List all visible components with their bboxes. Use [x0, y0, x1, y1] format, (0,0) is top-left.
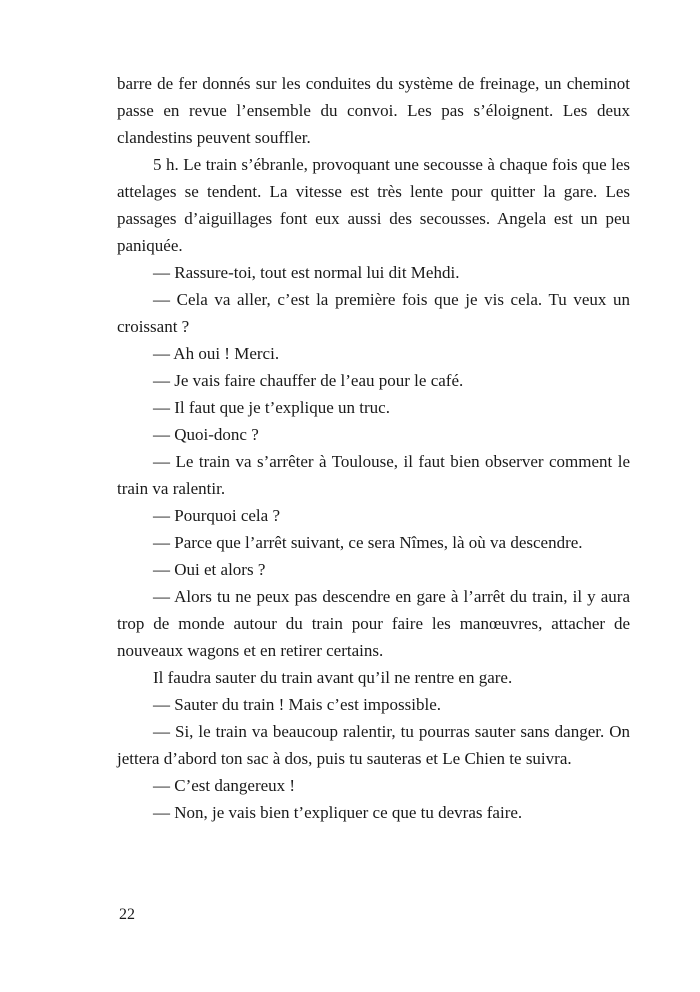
paragraph: — Rassure-toi, tout est normal lui dit Mehdi. — [153, 263, 460, 282]
paragraph: — Cela va aller, c’est la première fois que je vis cela. Tu veux un croissant ? — [117, 290, 630, 336]
paragraph: — Il faut que je t’explique un truc. — [153, 398, 390, 417]
paragraph: — Non, je vais bien t’expliquer ce que tu devras faire. — [153, 803, 523, 822]
paragraph: — Pourquoi cela ? — [153, 506, 280, 525]
paragraph: — Oui et alors ? — [153, 560, 266, 579]
page-number: 22 — [119, 906, 135, 923]
paragraph: — Ah oui ! Merci. — [153, 344, 280, 363]
text-block — [117, 70, 630, 826]
paragraph: — Je vais faire chauffer de l’eau pour le café. — [153, 371, 464, 390]
paragraph: — Alors tu ne peux pas descendre en gare à l’arrêt du train, il y aura trop de monde autour du train pour faire les manœuvres, attacher de nouveaux wagons et en retirer certains. — [117, 587, 630, 660]
paragraph: 5 h. Le train s’ébranle, provoquant une secousse à chaque fois que les attelages se tendent. La vitesse est très lente pour quitter la gare. Les passages d’aiguillages font eux aussi des secousses. Angela est un peu paniquée. — [117, 155, 630, 255]
paragraph: — Le train va s’arrêter à Toulouse, il faut bien observer comment le train va ralentir. — [117, 452, 630, 498]
paragraph: — C’est dangereux ! — [153, 776, 296, 795]
paragraph: — Sauter du train ! Mais c’est impossible. — [153, 695, 442, 714]
paragraph: Il faudra sauter du train avant qu’il ne rentre en gare. — [153, 668, 513, 687]
paragraph: — Quoi-donc ? — [153, 425, 259, 444]
paragraph: — Si, le train va beaucoup ralentir, tu pourras sauter sans danger. On jettera d’abord ton sac à dos, puis tu sauteras et Le Chien te suivra. — [117, 722, 630, 768]
paragraph: barre de fer donnés sur les conduites du système de freinage, un cheminot passe en revue l’ensemble du convoi. Les pas s’éloignent. Les deux clandestins peuvent souffler. — [117, 74, 630, 147]
paragraph: — Parce que l’arrêt suivant, ce sera Nîmes, là où va descendre. — [153, 533, 583, 552]
